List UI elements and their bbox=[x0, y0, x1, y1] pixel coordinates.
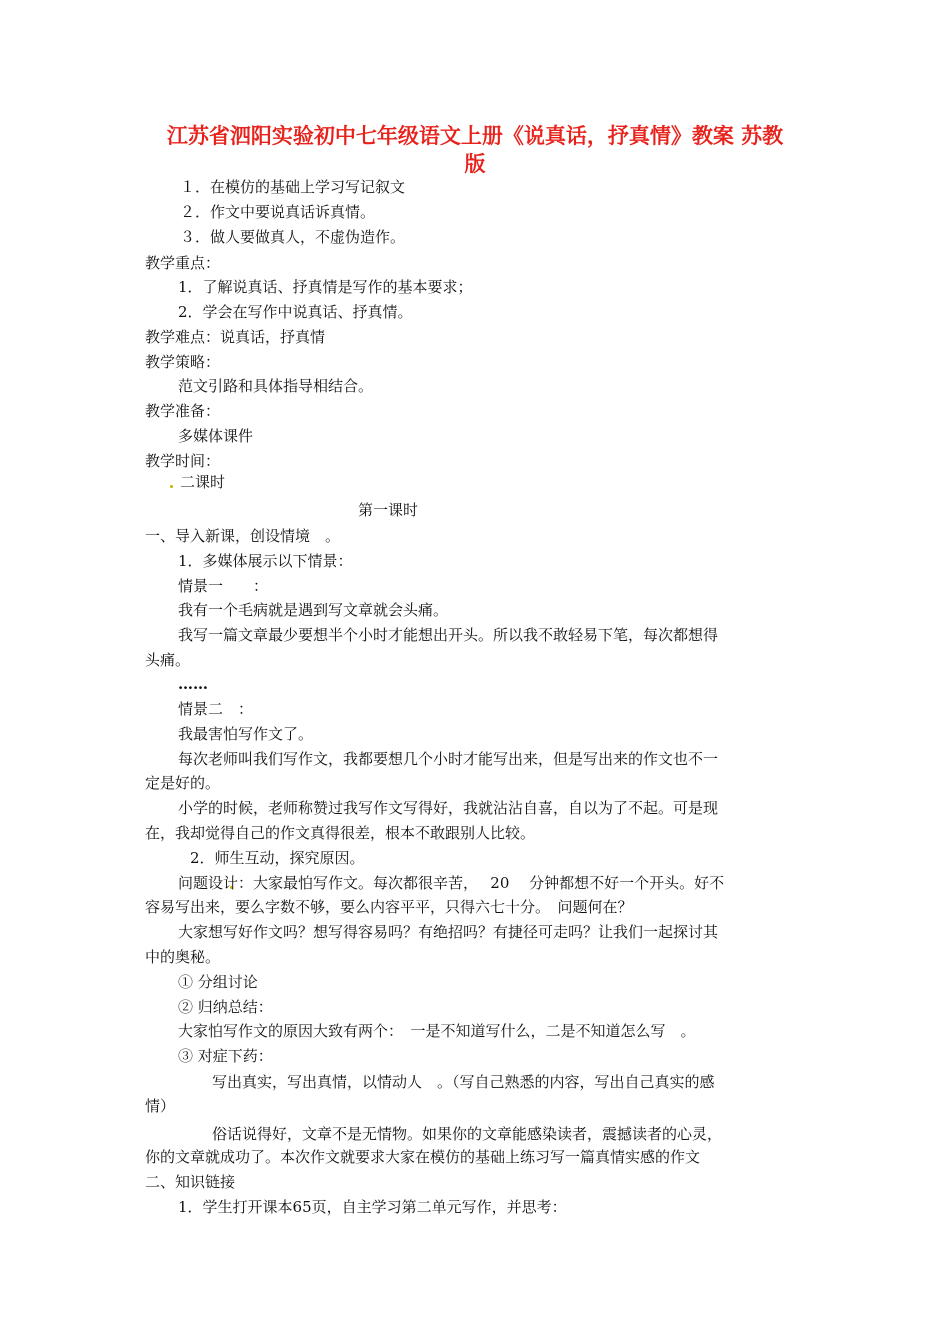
scene-2-text-3a: 小学的时候，老师称赞过我写作文写得好，我就沾沾自喜，自以为了不起。可是现 bbox=[178, 799, 719, 817]
saying-text-a: 俗话说得好，文章不是无情物。如果你的文章能感染读者，震撼读者的心灵， bbox=[212, 1125, 723, 1143]
step-remedy: ③ 对症下药： bbox=[178, 1047, 273, 1065]
remedy-text-a: 写出真实，写出真情，以情动人 。（写自己熟悉的内容，写出自己真实的感 bbox=[212, 1073, 715, 1091]
scene-1-text-2a: 我写一篇文章最少要想半个小时才能想出开头。所以我不敢轻易下笔，每次都想得 bbox=[178, 626, 719, 644]
key-point-2: 2．学会在写作中说真话、抒真情。 bbox=[178, 303, 413, 321]
stray-mark bbox=[170, 485, 173, 488]
objective-2: ２．作文中要说真话诉真情。 bbox=[180, 203, 376, 221]
scene-1-label: 情景一 ： bbox=[178, 577, 269, 595]
saying-text-b: 你的文章就成功了。本次作文就要求大家在模仿的基础上练习写一篇真情实感的作文 bbox=[145, 1148, 701, 1166]
summary-text: 大家怕写作文的原因大致有两个： 一是不知道写什么，二是不知道怎么写 。 bbox=[178, 1022, 696, 1040]
scene-1-text-1: 我有一个毛病就是遇到写文章就会头痛。 bbox=[178, 601, 449, 619]
question-prompt-b: 中的奥秘。 bbox=[145, 948, 221, 966]
question-design-b: 容易写出来，要么字数不够，要么内容平平，只得六七十分。 问题何在？ bbox=[145, 898, 633, 916]
strategy-text: 范文引路和具体指导相结合。 bbox=[178, 377, 374, 395]
time-text: 二课时 bbox=[180, 473, 226, 491]
section-2-step-1: 1．学生打开课本65页，自主学习第二单元写作，并思考： bbox=[178, 1198, 567, 1216]
objective-1: １．在模仿的基础上学习写记叙文 bbox=[180, 178, 406, 196]
heading-difficulty: 教学难点：说真话，抒真情 bbox=[145, 328, 326, 346]
heading-strategy: 教学策略： bbox=[145, 353, 221, 371]
scene-2-text-2a: 每次老师叫我们写作文，我都要想几个小时才能写出来，但是写出来的作文也不一 bbox=[178, 750, 719, 768]
heading-preparation: 教学准备： bbox=[145, 402, 221, 420]
lesson-heading: 第一课时 bbox=[358, 501, 419, 519]
section-1-heading: 一、导入新课，创设情境 。 bbox=[145, 527, 341, 545]
scene-2-text-1: 我最害怕写作文了。 bbox=[178, 725, 314, 743]
step-discussion: ① 分组讨论 bbox=[178, 973, 258, 991]
step-summary: ② 归纳总结： bbox=[178, 998, 273, 1016]
section-2-heading: 二、知识链接 bbox=[145, 1173, 236, 1191]
question-prompt-a: 大家想写好作文吗？想写得容易吗？有绝招吗？有捷径可走吗？让我们一起探讨其 bbox=[178, 923, 719, 941]
scene-2-text-3b: 在，我却觉得自己的作文真得很差，根本不敢跟别人比较。 bbox=[145, 824, 536, 842]
document-title-line-1: 江苏省泗阳实验初中七年级语文上册《说真话，抒真情》教案 苏教 bbox=[166, 124, 784, 148]
heading-time: 教学时间： bbox=[145, 452, 221, 470]
question-design-a: 问题设计：大家最怕写作文。每次都很辛苦， 20 分钟都想不好一个开头。好不 bbox=[178, 874, 725, 892]
scene-2-text-2b: 定是好的。 bbox=[145, 774, 221, 792]
key-point-1: 1．了解说真话、抒真情是写作的基本要求； bbox=[178, 278, 473, 296]
heading-key-points: 教学重点： bbox=[145, 254, 221, 272]
scene-1-text-2b: 头痛。 bbox=[145, 651, 191, 669]
ellipsis: …… bbox=[178, 675, 208, 693]
preparation-text: 多媒体课件 bbox=[178, 427, 254, 445]
document-title-line-2: 版 bbox=[464, 152, 486, 176]
step-1: 1．多媒体展示以下情景： bbox=[178, 552, 353, 570]
remedy-text-b: 情） bbox=[145, 1097, 176, 1115]
step-2: 2．师生互动，探究原因。 bbox=[190, 849, 365, 867]
objective-3: ３．做人要做真人，不虚伪造作。 bbox=[180, 228, 406, 246]
scene-2-label: 情景二 ： bbox=[178, 700, 254, 718]
